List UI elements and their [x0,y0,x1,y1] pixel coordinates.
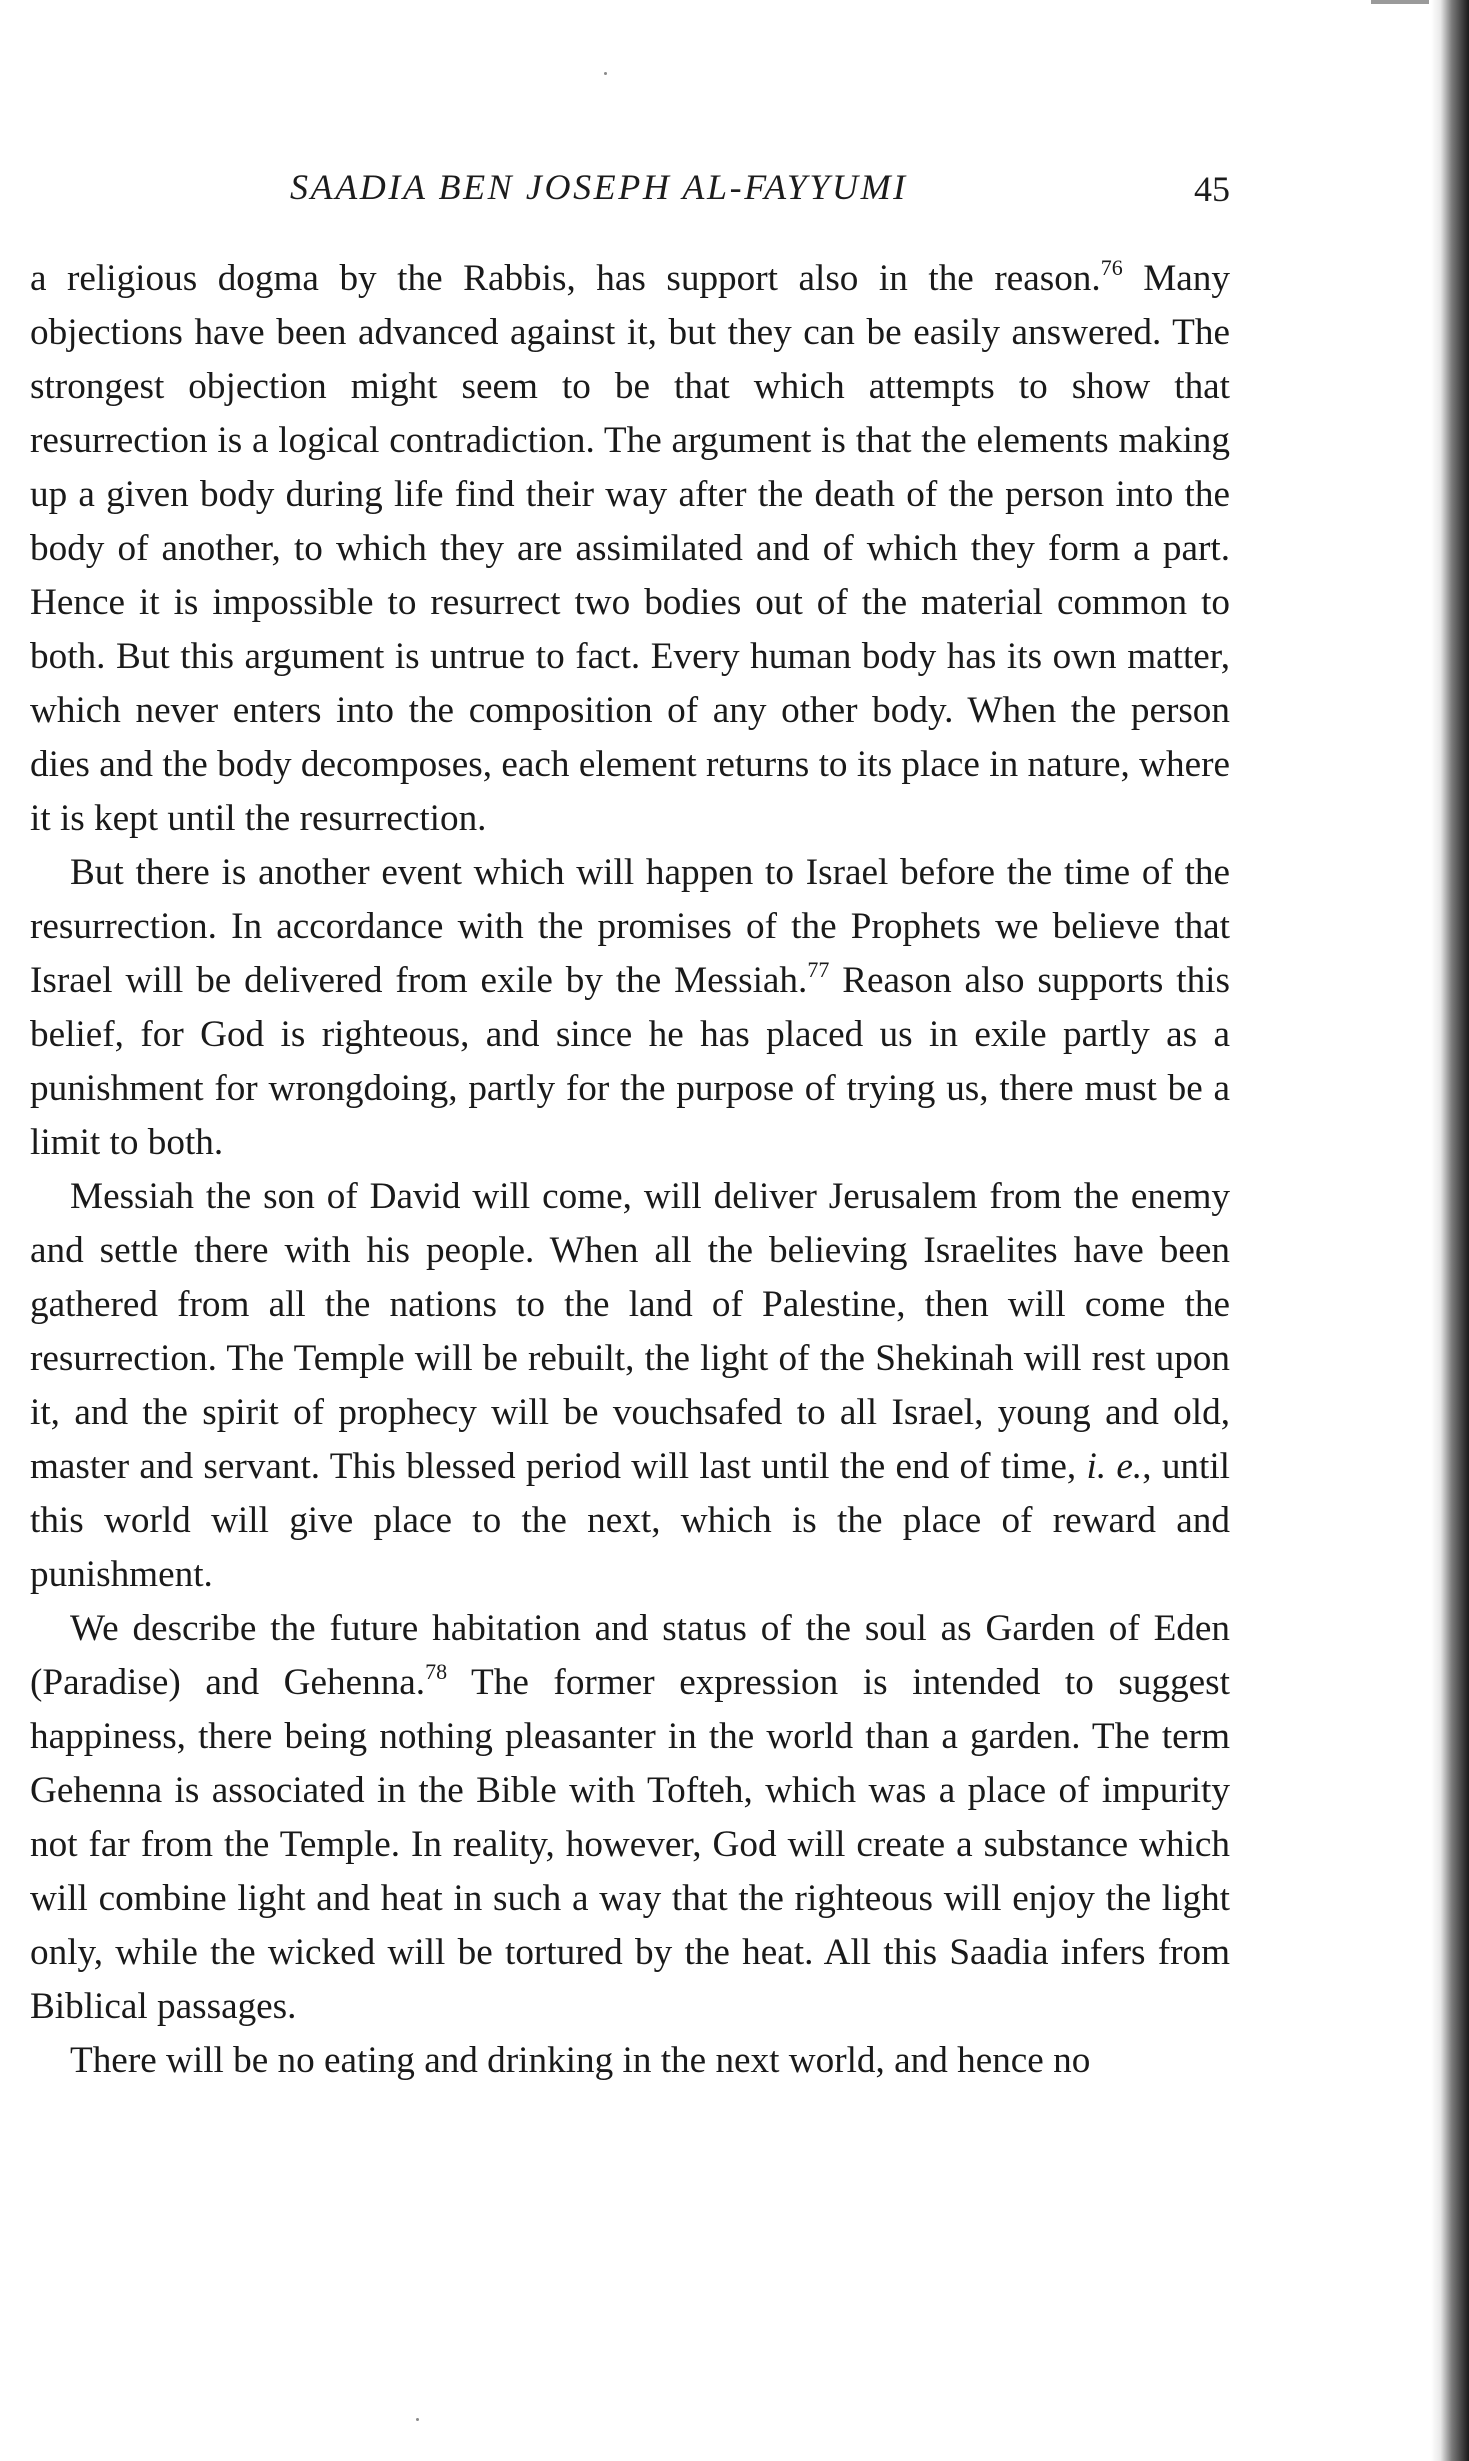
paragraph-1 [30,252,1230,846]
paragraph-2 [30,846,1230,1170]
paragraph-3-text-a: Messiah the son of David will come, will deliver Jerusalem from the enemy and settle there with his people. When all the believing Israelites have been gathered from all the nations to the land of Palestine, then will come the resurrection. The Temple will be rebuilt, the light of the Shekinah will rest upon it, and the spirit of prophecy will be vouchsafed to all Israel, young and old, master and servant. This blessed period will last until the end of time, [30,1176,1230,1487]
paragraph-2-text-b: Reason also supports this belief, for God is righteous, and since he has placed us in exile partly as a punishment for wrongdoing, partly for the purpose of trying us, there must be a limit to both. [30,960,1230,1163]
footnote-ref-78: 78 [425,1659,448,1684]
abbreviation-ie: i. e. [1086,1446,1143,1487]
paragraph-3 [30,1170,1230,1602]
page-edge-shadow [1431,0,1469,2461]
paragraph-4-text-b: The former expression is intended to suggest happiness, there being nothing pleasanter in the world than a garden. The term Gehenna is associated in the Bible with Tofteh, which was a place of impurity not far from the Temple. In reality, however, God will create a substance which will combine light and heat in such a way that the righteous will enjoy the light only, while the wicked will be tortured by the heat. All this Saadia infers from Biblical passages. [30,1662,1230,2027]
paper-speck [604,72,607,75]
paragraph-4 [30,1602,1230,2034]
paragraph-3-text-b: , until this world will give place to the next, which is the place of reward and punishment. [30,1446,1230,1595]
running-header [30,166,1230,216]
footnote-ref-77: 77 [807,957,830,982]
scan-edge-mark [1371,0,1429,4]
paragraph-1-text-b: Many objections have been advanced against it, but they can be easily answered. The strongest objection might seem to be that which attempts to show that resurrection is a logical contradiction. The argument is that the elements making up a given body during life find their way after the death of the person into the body of another, to which they are assimilated and of which they form a part. Hence it is impossible to resurrect two bodies out of the material common to both. But this argument is untrue to fact. Every human body has its own matter, which never enters into the composition of any other body. When the person dies and the body decomposes, each element returns to its place in nature, where it is kept until the resurrection. [30,258,1230,839]
footnote-ref-76: 76 [1100,255,1123,280]
page-number: 45 [1194,169,1230,209]
running-title: SAADIA BEN JOSEPH AL-FAYYUMI [290,167,908,207]
paragraph-2-text-a: But there is another event which will happen to Israel before the time of the resurrection. In accordance with the promises of the Prophets we believe that Israel will be delivered from exile by the Messiah. [30,852,1230,1001]
paragraph-1-text-a: a religious dogma by the Rabbis, has support also in the reason. [30,258,1101,299]
paragraph-5 [30,2034,1230,2088]
paper-speck [416,2418,419,2421]
paragraph-4-text-a: We describe the future habitation and status of the soul as Garden of Eden (Paradise) and Gehenna. [30,1608,1230,1703]
paragraph-5-text: There will be no eating and drinking in the next world, and hence no [70,2040,1091,2081]
body-text [30,252,1230,2088]
